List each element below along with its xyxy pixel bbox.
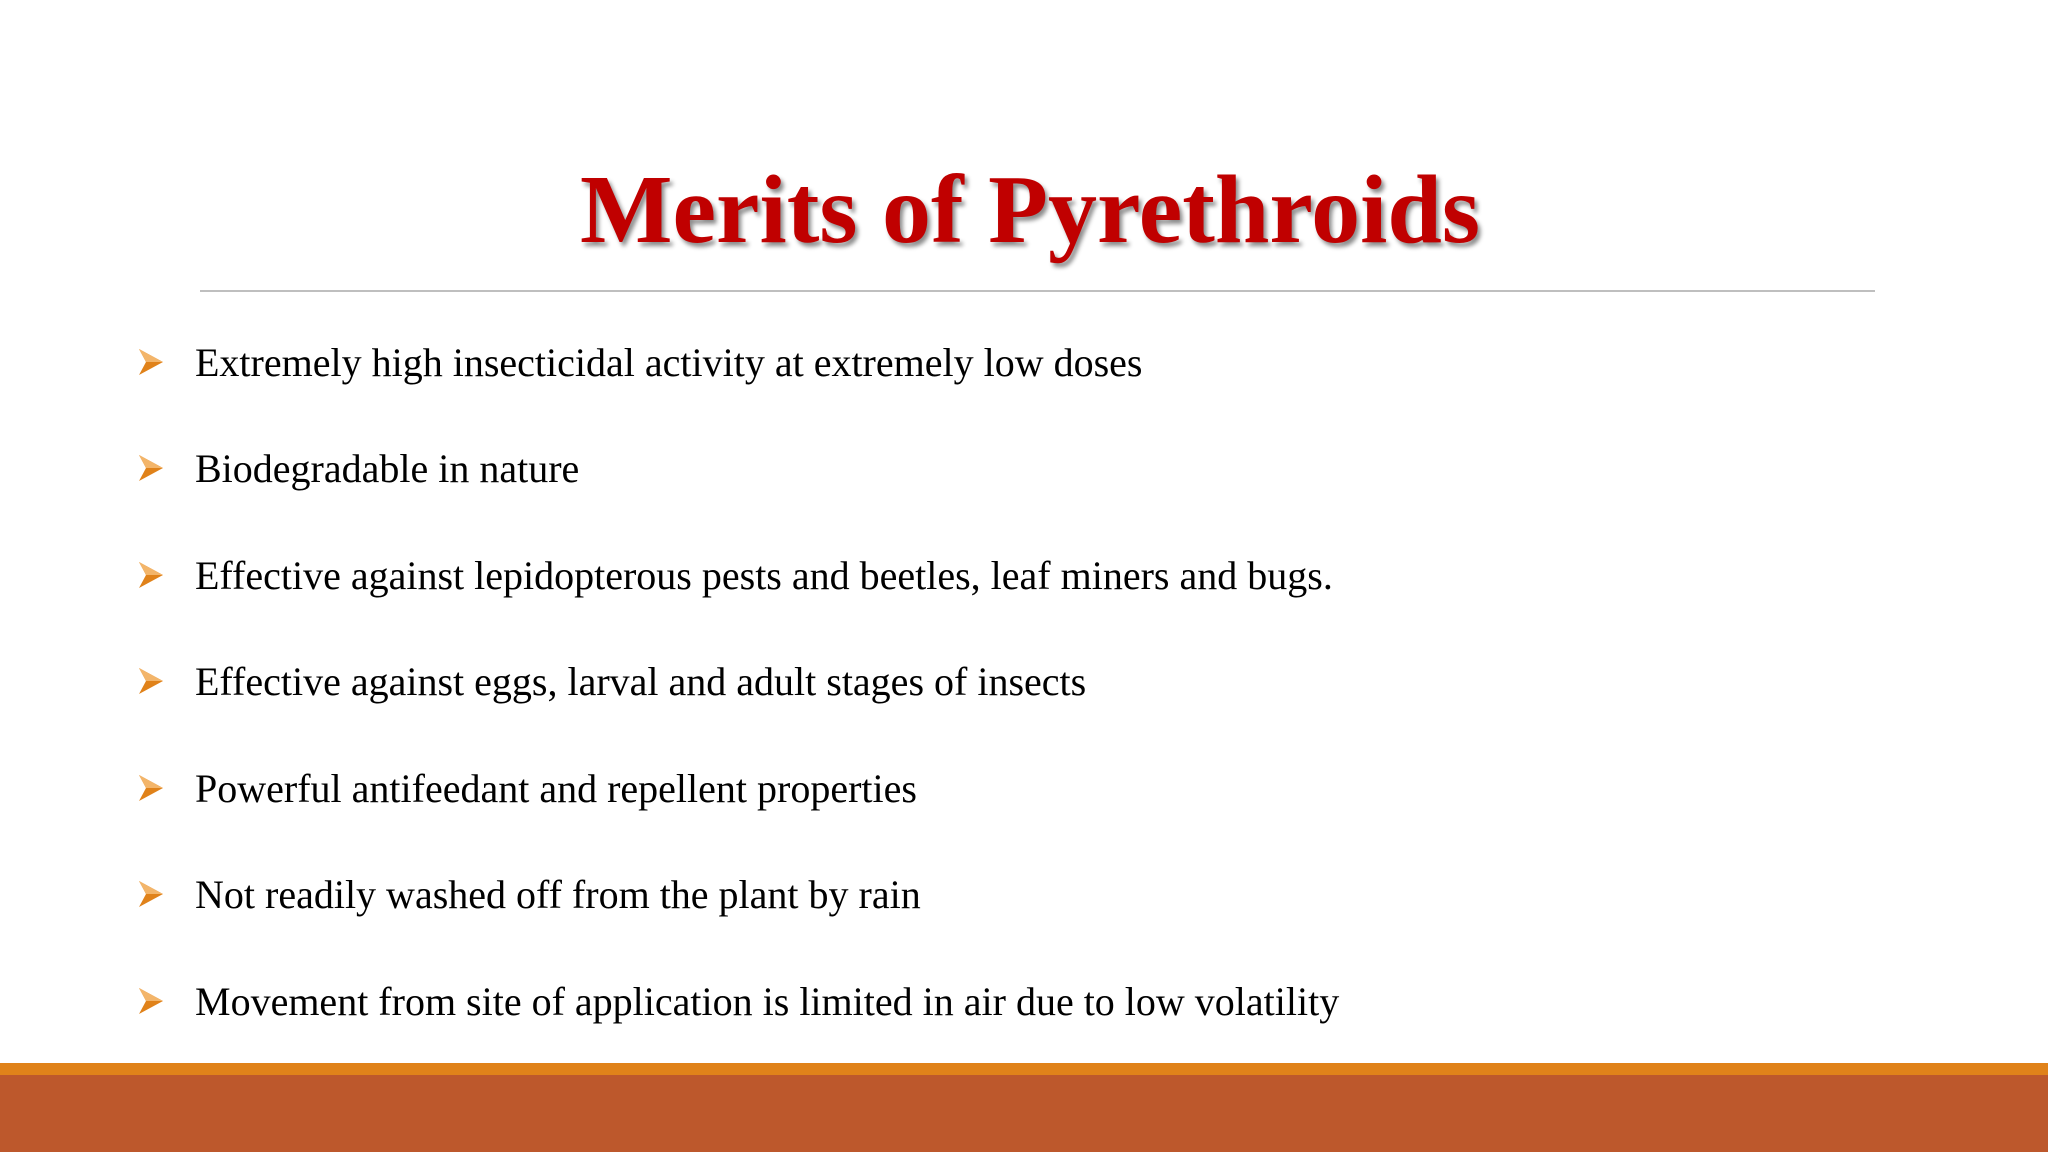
footer-accent-band [0,1063,2048,1075]
arrow-bullet-icon [137,666,165,696]
bullet-text: Effective against eggs, larval and adult stages of insects [195,658,1087,704]
footer-band [0,1075,2048,1152]
arrow-bullet-icon [137,879,165,909]
bullet-item [137,545,1937,605]
arrow-bullet-icon [137,453,165,483]
bullet-item [137,651,1937,711]
bullet-item [137,438,1937,498]
bullet-item [137,971,1937,1031]
slide-title: Merits of Pyrethroids [580,156,1480,264]
arrow-bullet-icon [137,986,165,1016]
bullet-text: Biodegradable in nature [195,445,580,491]
bullet-text: Extremely high insecticidal activity at extremely low doses [195,339,1143,385]
arrow-bullet-icon [137,773,165,803]
bullet-text: Powerful antifeedant and repellent properties [195,765,917,811]
bullet-item [137,758,1937,818]
bullet-text: Movement from site of application is limited in air due to low volatility [195,978,1340,1024]
bullet-item [137,332,1937,392]
bullet-item [137,864,1937,924]
arrow-bullet-icon [137,347,165,377]
bullet-text: Effective against lepidopterous pests and beetles, leaf miners and bugs. [195,552,1333,598]
bullet-text: Not readily washed off from the plant by rain [195,871,921,917]
arrow-bullet-icon [137,560,165,590]
title-divider [200,290,1875,292]
